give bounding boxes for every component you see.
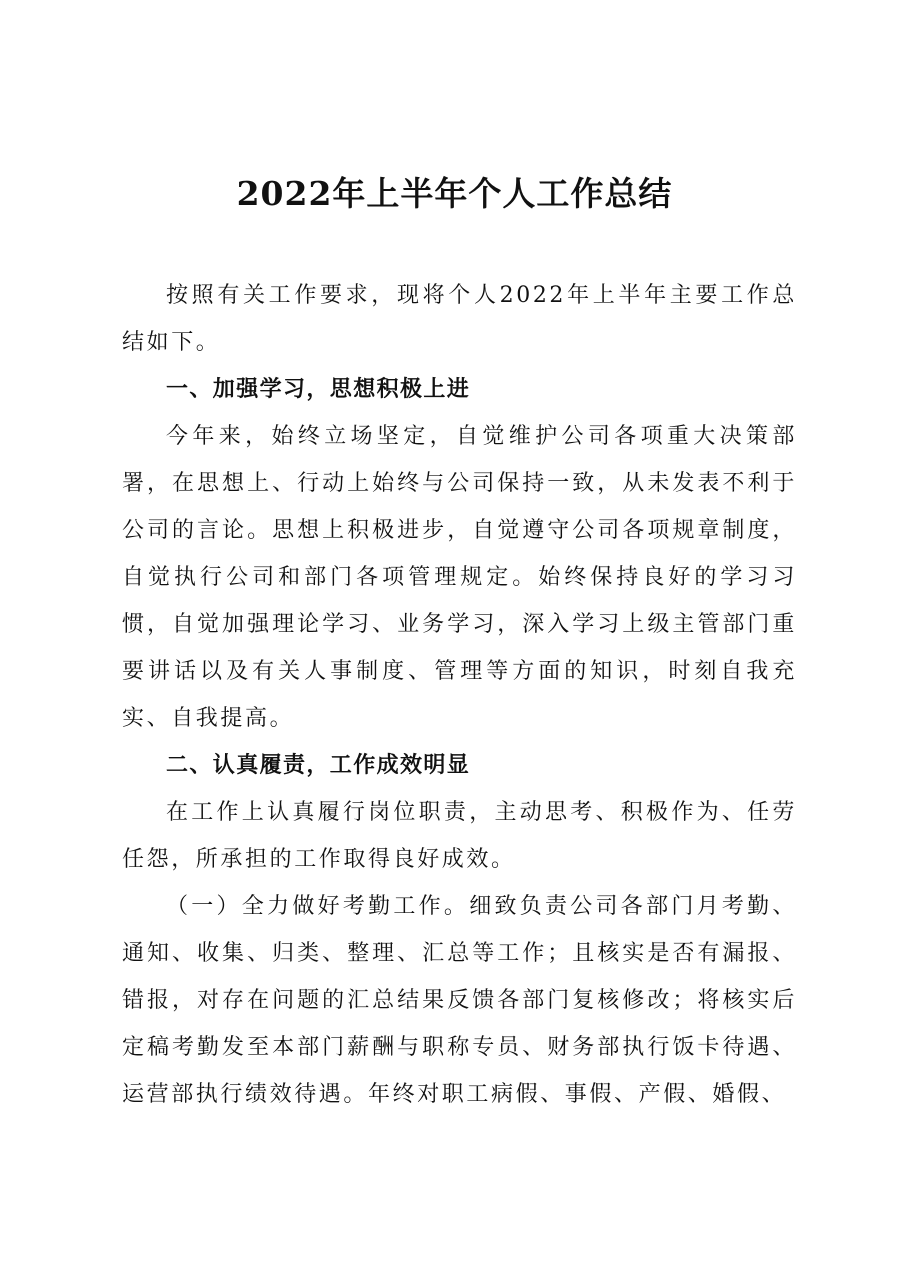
section-1-heading: 一、加强学习，思想积极上进: [166, 376, 471, 402]
intro-paragraph: 按照有关工作要求，现将个人2022年上半年主要工作总结如下。: [122, 283, 797, 355]
document-body: [122, 272, 797, 1118]
subsection-1-body: 细致负责公司各部门月考勤、通知、收集、归类、整理、汇总等工作；且核实是否有漏报、错报，对存在问题的汇总结果反馈各部门复核修改；将核实后定稿考勤发至本部门薪酬与职称专员、财务部执行饭卡待遇、运营部执行绩效待遇。年终对职工病假、事假、产假、婚假、: [122, 894, 797, 1107]
subsection-1-lead: （一）全力做好考勤工作。: [166, 894, 470, 919]
section-2-heading: 二、认真履责，工作成效明显: [166, 752, 471, 778]
document-title: 2022年上半年个人工作总结: [236, 174, 673, 213]
subsection-1-paragraph: [122, 883, 797, 1118]
section-2-paragraph: 在工作上认真履行岗位职责，主动思考、积极作为、任劳任怨，所承担的工作取得良好成效。: [122, 800, 797, 872]
section-1-paragraph: 今年来，始终立场坚定，自觉维护公司各项重大决策部署，在思想上、行动上始终与公司保持一致，从未发表不利于公司的言论。思想上积极进步，自觉遵守公司各项规章制度，自觉执行公司和部门各项管理规定。始终保持良好的学习习惯，自觉加强理论学习、业务学习，深入学习上级主管部门重要讲话以及有关人事制度、管理等方面的知识，时刻自我充实、自我提高。: [122, 424, 797, 731]
